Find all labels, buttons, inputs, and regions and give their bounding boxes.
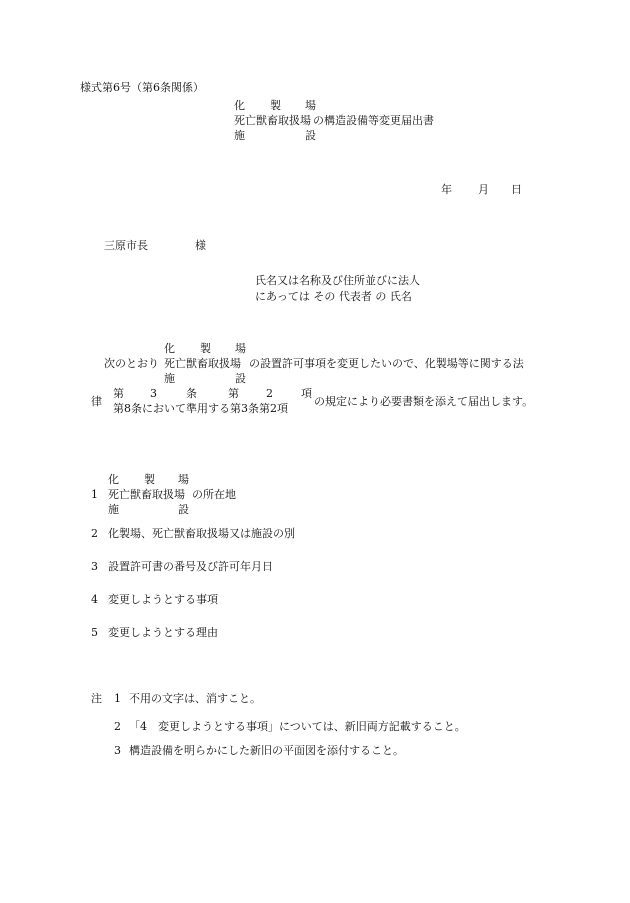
law-number-2: 2 xyxy=(266,387,273,400)
item1-option-jo: 場 xyxy=(178,473,189,486)
body-law-char: 律 xyxy=(91,395,102,408)
note3-text: 構造設備を明らかにした新旧の平面図を添付すること。 xyxy=(129,744,404,757)
item1-main: 死亡獣畜取扱場 xyxy=(108,488,185,501)
body-continuation: の設置許可事項を変更したいので、化製場等に関する法 xyxy=(249,357,524,370)
item1-option-shi: 施 xyxy=(108,503,119,516)
note3-number: 3 xyxy=(114,744,121,757)
date-month: 月 xyxy=(478,183,489,196)
item1-option-sei: 製 xyxy=(144,473,155,486)
title-option-setsu: 設 xyxy=(305,129,316,142)
form-number: 様式第6号（第6条関係） xyxy=(80,81,204,94)
notes-label: 注 xyxy=(91,692,102,705)
law-dai-2: 第 xyxy=(228,387,239,400)
item5-number: 5 xyxy=(91,626,98,639)
title-suffix: の構造設備等変更届出書 xyxy=(313,114,434,127)
item1-option-ka: 化 xyxy=(108,473,119,486)
law-alternate: 第8条において準用する第3条第2項 xyxy=(113,402,288,415)
item1-option-setsu: 設 xyxy=(178,503,189,516)
item4-text: 変更しようとする事項 xyxy=(108,593,218,606)
body-option-shi: 施 xyxy=(164,372,175,385)
body-main: 死亡獣畜取扱場 xyxy=(164,357,241,370)
law-dai-1: 第 xyxy=(113,387,124,400)
title-option-sei: 製 xyxy=(270,99,281,112)
applicant-line-2: にあっては その 代表者 の 氏名 xyxy=(255,290,412,303)
law-kou: 項 xyxy=(301,387,312,400)
date-day: 日 xyxy=(511,183,522,196)
body-option-sei: 製 xyxy=(200,342,211,355)
item1-suffix: の所在地 xyxy=(192,488,236,501)
body-option-setsu: 設 xyxy=(235,372,246,385)
title-option-jo: 場 xyxy=(305,99,316,112)
item3-text: 設置許可書の番号及び許可年月日 xyxy=(108,560,273,573)
note1-text: 不用の文字は、消すこと。 xyxy=(129,692,261,705)
law-number-3: 3 xyxy=(150,387,157,400)
item1-number: 1 xyxy=(91,488,98,501)
addressee-name: 三原市長 xyxy=(104,239,148,252)
note1-number: 1 xyxy=(114,692,121,705)
note2-text: 「4 変更しようとする事項」については、新旧両方記載すること。 xyxy=(129,720,466,733)
body-option-jo: 場 xyxy=(235,342,246,355)
note2-number: 2 xyxy=(114,720,121,733)
law-jo: 条 xyxy=(186,387,197,400)
body-ending: の規定により必要書類を添えて届出します。 xyxy=(314,395,534,408)
applicant-line-1: 氏名又は名称及び住所並びに法人 xyxy=(255,274,420,287)
title-option-shi: 施 xyxy=(234,129,245,142)
item2-text: 化製場、死亡獣畜取扱場又は施設の別 xyxy=(108,527,295,540)
item2-number: 2 xyxy=(91,527,98,540)
title-main: 死亡獣畜取扱場 xyxy=(234,114,311,127)
item5-text: 変更しようとする理由 xyxy=(108,626,218,639)
item3-number: 3 xyxy=(91,560,98,573)
item4-number: 4 xyxy=(91,593,98,606)
date-year: 年 xyxy=(441,183,452,196)
body-option-ka: 化 xyxy=(164,342,175,355)
title-option-ka: 化 xyxy=(234,99,245,112)
body-prefix: 次のとおり xyxy=(104,357,159,370)
addressee-honorific: 様 xyxy=(195,239,206,252)
